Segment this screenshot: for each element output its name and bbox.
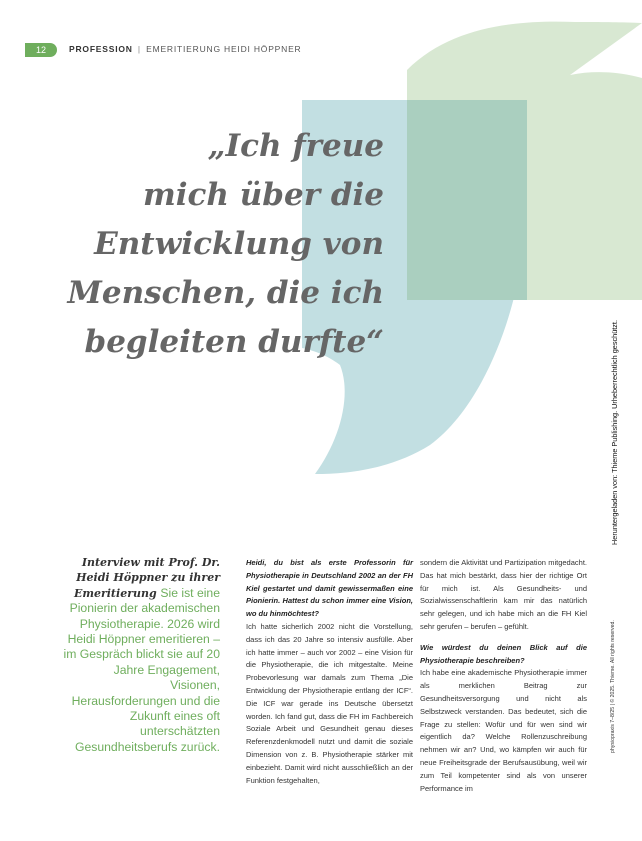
- interview-answer-continued: sondern die Aktivität und Partizipation mitgedacht. Das hat mich bestärkt, dass hier der richtige Ort für mich ist. Als Gesundheits- und Sozialwissenschaftlerin kam mir das natürlich sehr gelegen, und ich habe mich an die FH Kiel sehr gerufen – berufen – gefühlt.: [420, 558, 587, 631]
- header-separator: |: [137, 44, 141, 54]
- headline-line: Entwicklung von: [94, 226, 384, 262]
- headline-line: Menschen, die ich: [67, 275, 384, 311]
- article-column-2: [420, 557, 587, 795]
- interview-answer: Ich habe eine akademische Physiotherapie immer als merklichen Beitrag zur Gesundheitsversorgung und nicht als Selbstzweck verstanden. Das bedeutet, sich die Frage zu stellen: Wofür und für wen sind wir eigentlich da? Welche Rollenzuschreibung nehmen wir an? Und, wo kämpfen wir auch für neue Freiheitsgrade der Berufsausübung, weil wir zum Teil kompetenter sind als von unserer Performance im: [420, 668, 587, 793]
- intro-block: [62, 555, 220, 755]
- running-header: [69, 44, 302, 54]
- section-label: PROFESSION: [69, 44, 133, 54]
- headline-line: begleiten durfte“: [84, 324, 384, 360]
- intro-body: Sie ist eine Pionierin der akademischen Physiotherapie. 2026 wird Heidi Höppner emeritieren – im Gespräch blickt sie auf 20 Jahre Engagement, Visionen, Herausforderungen und die Zukunft eines oft unterschätzten Gesundheitsberufs zurück.: [63, 585, 220, 754]
- download-notice: Heruntergeladen von: Thieme Publishing. Urheberrechtlich geschützt.: [610, 320, 619, 545]
- copyright-notice: physiopraxis 7–8/25 | © 2025. Thieme. All rights reserved.: [610, 620, 616, 753]
- pull-quote-headline: [64, 122, 384, 367]
- interview-question: Heidi, du bist als erste Professorin für Physiotherapie in Deutschland 2002 an der FH Kiel gestartet und damit gewissermaßen eine Pionierin. Hattest du schon immer eine Vision, wo du hinmöchtest?: [246, 558, 413, 619]
- headline-line: mich über die: [142, 177, 384, 213]
- interview-answer: Ich hatte sicherlich 2002 nicht die Vorstellung, dass ich das 20 Jahre so intensiv ausfülle. Aber ich hatte immer – auch vor 2002 – eine Vision für die Physiotherapie, die ich mitgestalte. Meine Probevorlesung war damals zum Thema „Die Entwicklung der Physiotherapie entlang der ICF“. Die ICF war gerade ins Deutsche übersetzt worden. Ich fand gut, dass die FH im Fachbereich Soziale Arbeit und Gesundheit genau dieses Referenzdenkmodell nutzt und damit die soziale Dimension von z. B. Physiotherapie stärker mit einbezieht. Damit wird nicht ausschließlich an der Funktion festgehalten,: [246, 621, 413, 785]
- article-column-1: [246, 557, 413, 787]
- quote-overlap: [407, 100, 527, 300]
- topic-label: EMERITIERUNG HEIDI HÖPPNER: [146, 44, 302, 54]
- headline-line: „Ich freue: [207, 128, 384, 164]
- intro-lead: Interview mit Prof. Dr. Heidi Höppner zu ihrer Emeritierung: [73, 556, 220, 600]
- interview-question: Wie würdest du deinen Blick auf die Physiotherapie beschreiben?: [420, 642, 587, 665]
- page-number: 12: [25, 43, 57, 57]
